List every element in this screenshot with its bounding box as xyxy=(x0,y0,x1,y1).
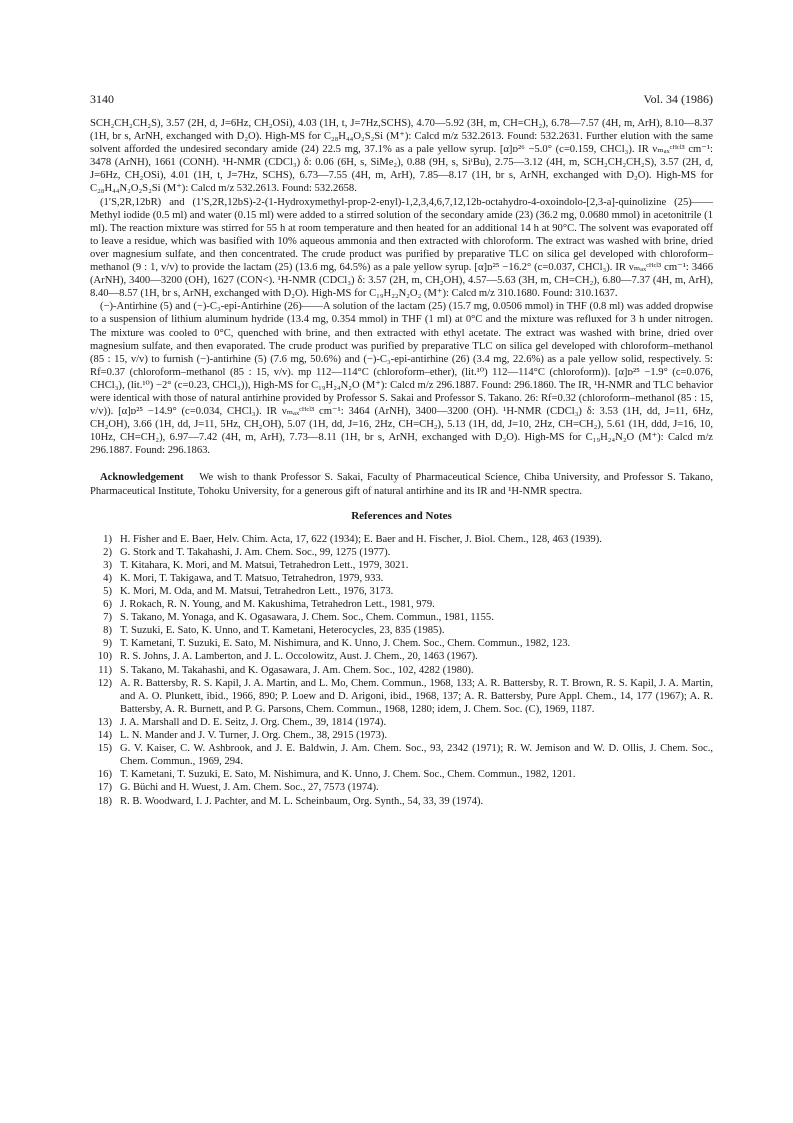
reference-item xyxy=(90,664,713,677)
reference-item xyxy=(90,742,713,768)
reference-item xyxy=(90,729,713,742)
acknowledgement-text: We wish to thank Professor S. Sakai, Faculty of Pharmaceutical Science, Chiba University, and Professor S. Takano, Pharmaceutical Institute, Tohoku University, for a generous gift of natural antirhine and its IR and ¹H-NMR spectra. xyxy=(90,472,713,497)
reference-text: T. Kametani, T. Suzuki, E. Sato, M. Nishimura, and K. Unno, J. Chem. Soc., Chem. Commun., 1982, 1201. xyxy=(120,769,576,781)
reference-text: K. Mori, T. Takigawa, and T. Matsuo, Tetrahedron, 1979, 933. xyxy=(120,572,384,584)
reference-text: J. Rokach, R. N. Young, and M. Kakushima, Tetrahedron Lett., 1981, 979. xyxy=(120,599,435,611)
reference-item xyxy=(90,533,713,546)
page-header xyxy=(90,92,713,107)
reference-item xyxy=(90,546,713,559)
reference-text: T. Kametani, T. Suzuki, E. Sato, M. Nishimura, and K. Unno, J. Chem. Soc., Chem. Commun., 1982, 123. xyxy=(120,638,571,650)
experimental-paragraph-3: (−)-Antirhine (5) and (−)-C₃-epi-Antirhine (26)——A solution of the lactam (25) (15.7 mg, 0.0506 mmol) in THF (0.8 ml) was added dropwise to a suspension of lithium aluminum hydride (13.4 mg, 0.354 mmol) in THF (1 ml) at 0°C and the mixture was refluxed for 3 h under nitrogen. The mixture was cooled to 0°C, quenched with brine, and then extracted with ethyl acetate. The extract was washed with brine, dried over magnesium sulfate, and then evaporated. The crude product was purified by preparative TLC on silica gel developed with chloroform–methanol (85 : 15, v/v) to furnish (−)-antirhine (5) (7.6 mg, 50.6%) and (−)-C₃-epi-antirhine (26) (3.4 mg, 22.6%) as a pale yellow solid, respectively. 5: Rf=0.37 (chloroform–methanol (85 : 15, v/v). mp 112—114°C (chloroform–ether), (lit.¹⁰) 112—114°C (chloroform)). [α]ᴅ²⁵ −1.9° (c=0.076, CHCl₃), (lit.¹⁰) −2° (c=0.23, CHCl₃)), High-MS for C₁₉H₂₄N₂O (M⁺): Calcd m/z 296.1887. Found: 296.1860. The IR, ¹H-NMR and TLC behavior were identical with those of natural antirhine provided by Professor S. Sakai and Professor S. Takano. 26: Rf=0.32 (chloroform–methanol (85 : 15, v/v)). [α]ᴅ²⁵ −14.9° (c=0.034, CHCl₃). IR νₘₐₓᶜᴴᶜˡ³ cm⁻¹: 3464 (ArNH), 3400—3200 (OH). ¹H-NMR (CDCl₃) δ: 3.53 (1H, dd, J=11, 6Hz, CH₂OH), 3.66 (1H, dd, J=11, 5Hz, CH₂OH), 5.07 (1H, dd, J=16, 2Hz, CH=CH₂), 5.13 (1H, dd, J=10, 2Hz, CH=CH₂), 5.61 (1H, ddd, J=16, 10, 10Hz, CH=CH₂), 6.97—7.42 (4H, m, ArH), 7.73—8.11 (1H, br s, ArNH, exchanged with D₂O). High-MS for C₁₉H₂₄N₂O (M⁺): Calcd m/z 296.1887. Found: 296.1863. xyxy=(90,301,713,457)
references-title: References and Notes xyxy=(351,509,452,522)
reference-item xyxy=(90,585,713,598)
reference-number: 16) xyxy=(97,769,112,781)
reference-item xyxy=(90,598,713,611)
reference-number: 2) xyxy=(103,546,112,558)
reference-number: 4) xyxy=(103,572,112,584)
reference-item xyxy=(90,781,713,794)
reference-number: 17) xyxy=(97,782,112,794)
reference-number: 14) xyxy=(97,730,112,742)
reference-item xyxy=(90,572,713,585)
reference-item xyxy=(90,624,713,637)
reference-number: 3) xyxy=(103,559,112,571)
reference-number: 13) xyxy=(97,716,112,728)
reference-item xyxy=(90,716,713,729)
reference-text: K. Mori, M. Oda, and M. Matsui, Tetrahedron Lett., 1976, 3173. xyxy=(120,586,394,597)
reference-number: 1) xyxy=(103,533,112,545)
experimental-paragraph-2: (1′S,2R,12bR) and (1′S,2R,12bS)-2-(1-Hydroxymethyl-prop-2-enyl)-1,2,3,4,6,7,12,12b-octahydro-4-oxoindolo-[2,3-a]-quinolizine (25)——Methyl iodide (0.5 ml) and water (0.15 ml) were added to a stirred solution of the secondary amide (23) (36.2 mg, 0.0680 mmol) in acetonitrile (1 ml). The reaction mixture was stirred for 55 h at room temperature and then heated for an additional 14 h at 90°C. The solvent was evaporated off to leave a residue, which was basified with 10% aqueous ammonia and then extracted with chloroform. The extract was washed with brine, dried over magnesium sulfate, and then concentrated. The crude product was purified by preparative TLC on silica gel developed with chloroform–methanol (9 : 1, v/v) to provide the lactam (25) (13.6 mg, 64.5%) as a pale yellow syrup. [α]ᴅ²⁵ −16.2° (c=0.037, CHCl₃). IR νₘₐₓᶜᴴᶜˡ³ cm⁻¹: 3466 (ArNH), 3400—3200 (OH), 1627 (CON<). ¹H-NMR (CDCl₃) δ: 3.57 (2H, m, CH₂OH), 4.57—5.63 (3H, m, CH=CH₂), 6.80—7.37 (4H, m, ArH), 8.40—8.57 (1H, br s, ArNH, exchanged with D₂O). High-MS for C₁₉H₂₂N₂O₂ (M⁺): Calcd m/z 310.1680. Found: 310.1637. xyxy=(90,196,713,300)
volume-label: Vol. 34 (1986) xyxy=(643,92,713,106)
reference-item xyxy=(90,677,713,716)
acknowledgement-heading: Acknowledgement xyxy=(100,472,184,484)
reference-text: G. V. Kaiser, C. W. Ashbrook, and J. E. Baldwin, J. Am. Chem. Soc., 93, 2342 (1971); R. W. Jemison and W. D. Ollis, J. Chem. Soc., Chem. Commun., 1969, 294. xyxy=(120,743,713,768)
reference-number: 18) xyxy=(97,795,112,807)
reference-number: 11) xyxy=(98,664,112,676)
reference-text: G. Stork and T. Takahashi, J. Am. Chem. Soc., 99, 1275 (1977). xyxy=(120,546,391,558)
reference-number: 6) xyxy=(103,599,112,611)
reference-item xyxy=(90,637,713,650)
reference-item xyxy=(90,795,713,808)
reference-number: 5) xyxy=(103,586,112,597)
reference-number: 10) xyxy=(97,651,112,663)
reference-text: R. S. Johns, J. A. Lamberton, and J. L. Occolowitz, Aust. J. Chem., 20, 1463 (1967). xyxy=(120,651,478,663)
reference-number: 12) xyxy=(97,677,112,689)
reference-item xyxy=(90,650,713,663)
journal-page xyxy=(90,92,713,808)
reference-text: L. N. Mander and J. V. Turner, J. Org. Chem., 38, 2915 (1973). xyxy=(120,730,388,742)
reference-text: H. Fisher and E. Baer, Helv. Chim. Acta, 17, 622 (1934); E. Baer and H. Fischer, J. Biol. Chem., 128, 463 (1939). xyxy=(120,533,602,545)
reference-item xyxy=(90,559,713,572)
reference-text: A. R. Battersby, R. S. Kapil, J. A. Martin, and L. Mo, Chem. Commun., 1968, 133; A. R. Battersby, R. T. Brown, R. S. Kapil, J. A. Martin, and A. O. Plunkett, ibid., 1966, 890; P. Loew and D. Arigoni, ibid., 1968, 137; A. R. Battersby, Pure Appl. Chem., 14, 177 (1967); A. R. Battersby, A. R. Burnett, and P. G. Parsons, Chem. Commun., 1968, 1280; idem, J. Chem. Soc. (C), 1969, 1187. xyxy=(120,677,713,715)
reference-text: S. Takano, M. Yonaga, and K. Ogasawara, J. Chem. Soc., Chem. Commun., 1981, 1155. xyxy=(120,612,494,624)
experimental-paragraph-1: SCH₂CH₂CH₂S), 3.57 (2H, d, J=6Hz, CH₂OSi), 4.03 (1H, t, J=7Hz,SCHS), 4.70—5.92 (3H, m, CH=CH₂), 6.78—7.57 (4H, m, ArH), 8.10—8.37 (1H, br s, ArNH, exchanged with D₂O). High-MS for C₂₈H₄₄O₂S₂Si (M⁺): Calcd m/z 532.2613. Found: 532.2631. Further elution with the same solvent afforded the undesired secondary amide (24) 22.5 mg, 37.1% as a pale yellow syrup. [α]ᴅ²⁶ −5.0° (c=0.159, CHCl₃). IR νₘₐₓᶜᴴᶜˡ³ cm⁻¹: 3478 (ArNH), 1661 (CONH). ¹H-NMR (CDCl₃) δ: 0.06 (6H, s, SiMe₂), 0.88 (9H, s, SiᵗBu), 2.75—3.12 (4H, m, SCH₂CH₂CH₂S), 3.57 (2H, d, J=6Hz, CH₂OSi), 4.01 (1H, t, J=7Hz, SCHS), 6.73—7.55 (4H, m, ArH), 7.85—8.17 (1H, br s, ArNH, exchanged with D₂O). High-MS for C₂₈H₄₄N₂O₂S₂Si (M⁺): Calcd m/z 532.2613. Found: 532.2658. xyxy=(90,118,713,195)
reference-number: 15) xyxy=(97,743,112,755)
page-number: 3140 xyxy=(90,92,114,106)
reference-item xyxy=(90,611,713,624)
references-list xyxy=(90,533,713,808)
reference-text: J. A. Marshall and D. E. Seitz, J. Org. Chem., 39, 1814 (1974). xyxy=(120,716,387,728)
reference-text: R. B. Woodward, I. J. Pachter, and M. L. Scheinbaum, Org. Synth., 54, 33, 39 (1974). xyxy=(120,795,484,807)
reference-text: T. Kitahara, K. Mori, and M. Matsui, Tetrahedron Lett., 1979, 3021. xyxy=(120,559,409,571)
reference-text: T. Suzuki, E. Sato, K. Unno, and T. Kametani, Heterocycles, 23, 835 (1985). xyxy=(120,625,445,637)
reference-text: G. Büchi and H. Wuest, J. Am. Chem. Soc., 27, 7573 (1974). xyxy=(120,782,379,794)
reference-item xyxy=(90,768,713,781)
reference-number: 8) xyxy=(103,625,112,637)
acknowledgement xyxy=(90,471,713,497)
reference-number: 7) xyxy=(103,612,112,624)
reference-text: S. Takano, M. Takahashi, and K. Ogasawara, J. Am. Chem. Soc., 102, 4282 (1980). xyxy=(120,664,474,676)
reference-number: 9) xyxy=(103,638,112,650)
